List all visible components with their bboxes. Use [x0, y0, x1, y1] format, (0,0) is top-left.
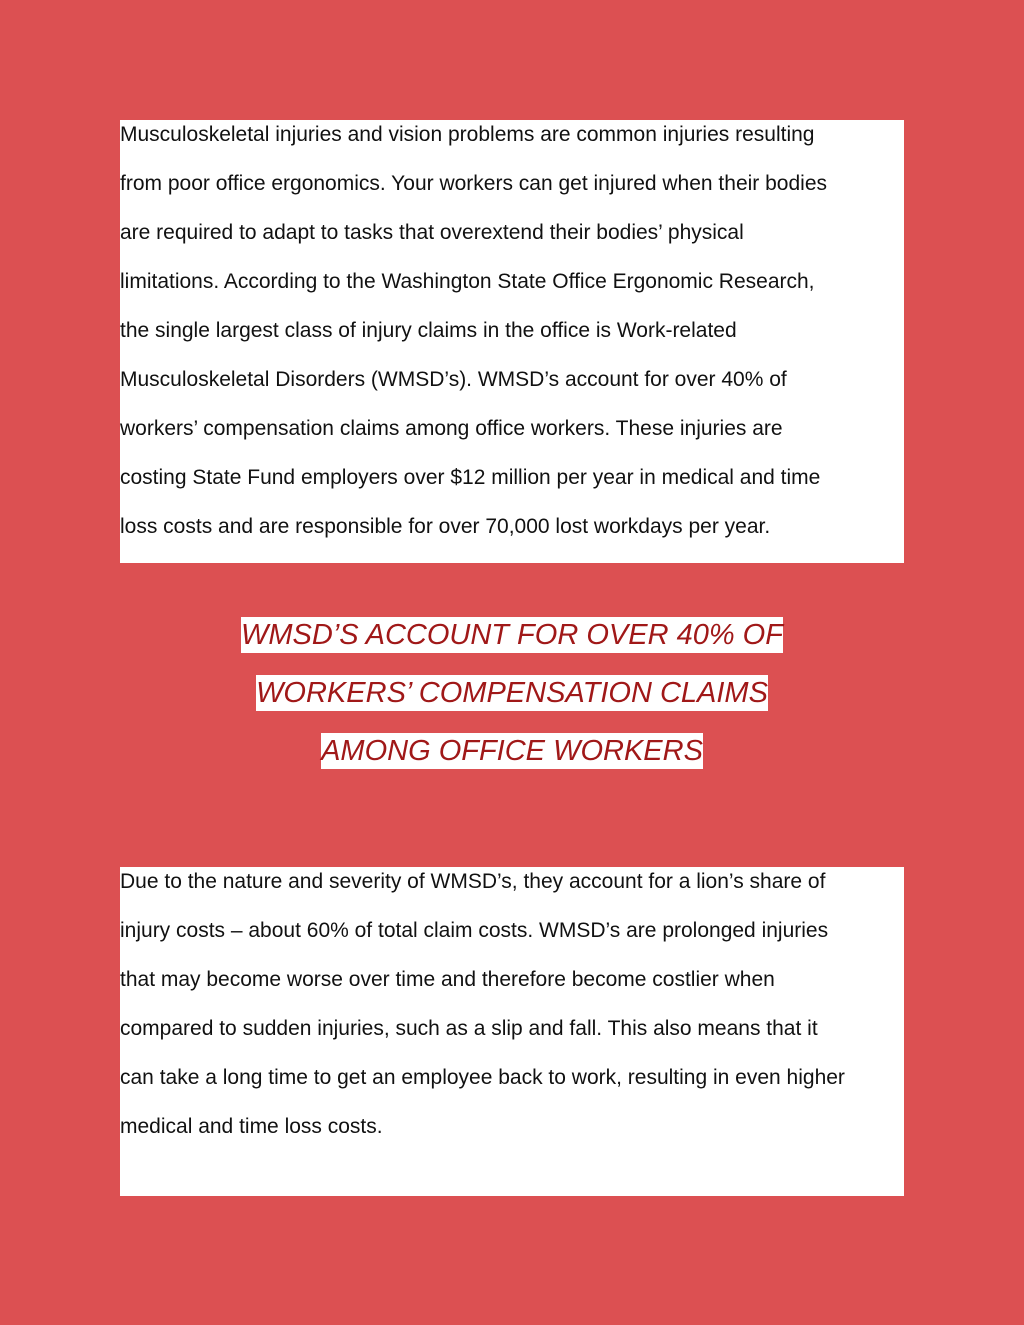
- paragraph-line: Musculoskeletal injuries and vision problems are common injuries resulting: [120, 123, 815, 146]
- paragraph-line: medical and time loss costs.: [120, 1115, 383, 1138]
- pull-quote: [0, 611, 1024, 785]
- paragraph-line: Musculoskeletal Disorders (WMSD’s). WMSD’s account for over 40% of: [120, 368, 787, 391]
- paragraph-line: are required to adapt to tasks that overextend their bodies’ physical: [120, 221, 744, 244]
- paragraph-line: the single largest class of injury claims in the office is Work-related: [120, 319, 737, 342]
- paragraph-line: loss costs and are responsible for over 70,000 lost workdays per year.: [120, 515, 771, 538]
- paragraph-line: injury costs – about 60% of total claim costs. WMSD’s are prolonged injuries: [120, 919, 829, 942]
- paragraph-line: compared to sudden injuries, such as a slip and fall. This also means that it: [120, 1017, 818, 1040]
- paragraph-line: limitations. According to the Washington State Office Ergonomic Research,: [120, 270, 815, 293]
- paragraph-line: workers’ compensation claims among office workers. These injuries are: [120, 417, 783, 440]
- paragraph-line: from poor office ergonomics. Your workers can get injured when their bodies: [120, 172, 827, 195]
- paragraph-line: that may become worse over time and therefore become costlier when: [120, 968, 775, 991]
- paragraph-line: costing State Fund employers over $12 million per year in medical and time: [120, 466, 821, 489]
- pull-quote-line: WMSD’S ACCOUNT FOR OVER 40% OF: [241, 619, 783, 651]
- paragraph-line: can take a long time to get an employee back to work, resulting in even higher: [120, 1066, 845, 1089]
- costs-paragraph-box: [120, 867, 904, 1196]
- intro-paragraph-box: [120, 120, 904, 563]
- pull-quote-line: AMONG OFFICE WORKERS: [321, 735, 703, 767]
- pull-quote-line: WORKERS’ COMPENSATION CLAIMS: [256, 677, 768, 709]
- paragraph-line: Due to the nature and severity of WMSD’s, they account for a lion’s share of: [120, 870, 826, 893]
